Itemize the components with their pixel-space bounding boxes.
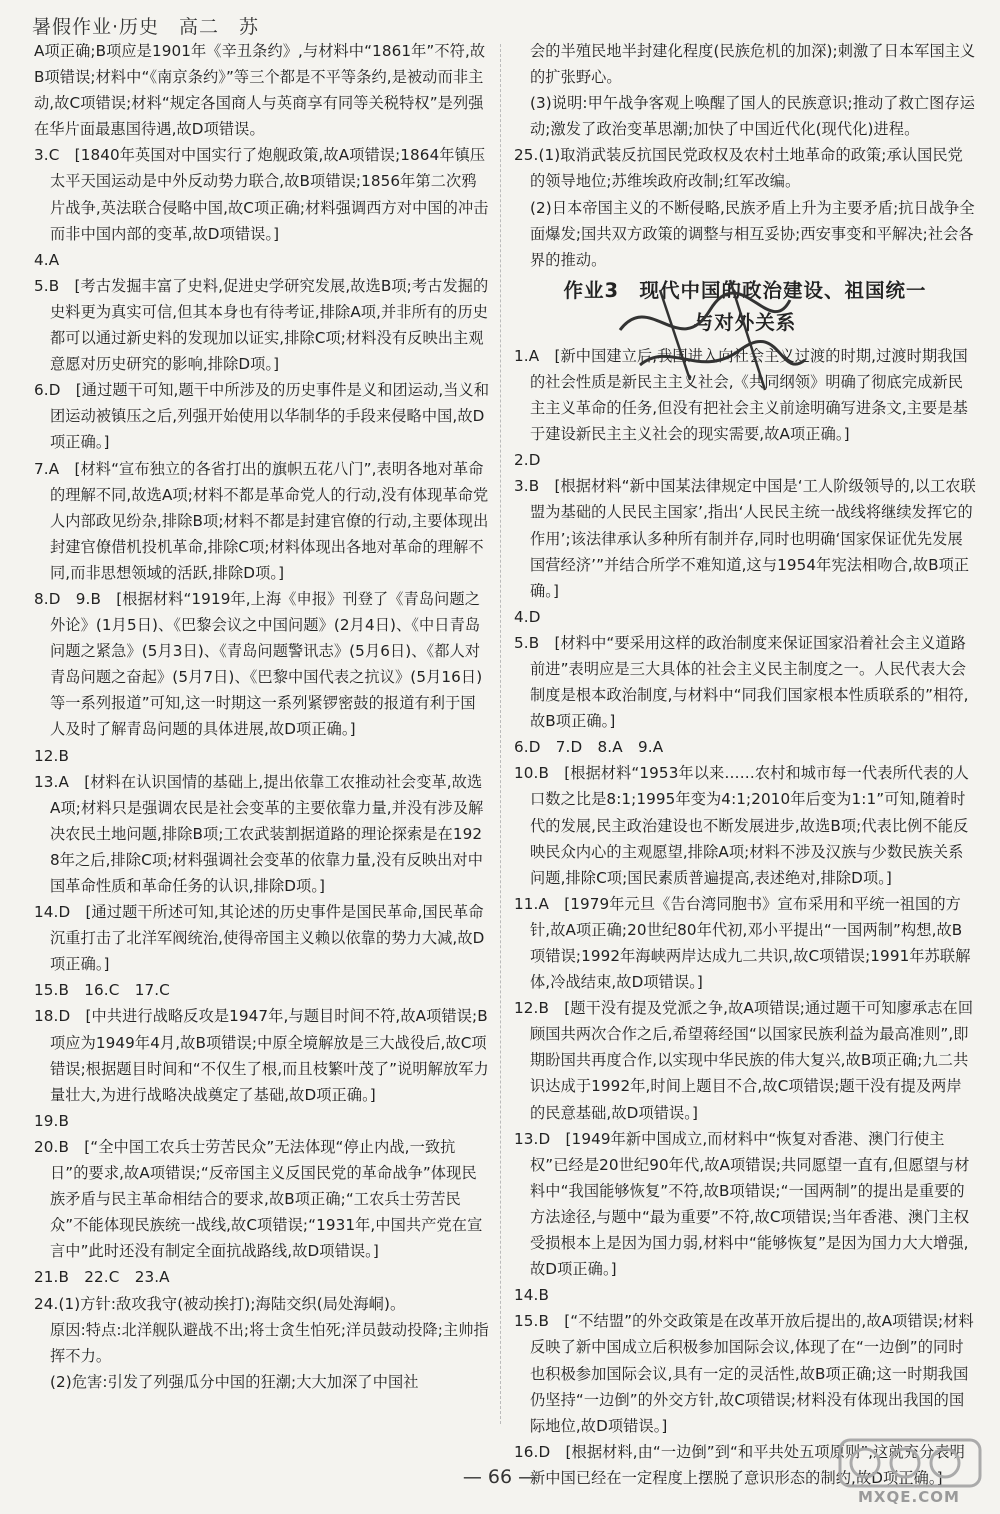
answer-paragraph: 5.B [材料中“要采用这样的政治制度来保证国家沿着社会主义道路前进”表明应是三大具体的社会主义民主制度之一。人民代表大会制度是根本政治制度,与材料中“同我们国家根本性质联系的”相符,故B项正确。] xyxy=(514,633,969,731)
column-divider xyxy=(500,44,501,1424)
answer-paragraph: 原因:特点:北洋舰队避战不出;将士贪生怕死;洋员鼓动投降;主帅指挥不力。 xyxy=(50,1320,489,1365)
answer-paragraph: 16.D [根据材料,由“一边倒”到“和平共处五项原则”,这就充分表明新中国已经在一定程度上摆脱了意识形态的制约,故D项正确。] xyxy=(514,1442,965,1487)
page-number: — 66 — xyxy=(462,1466,538,1488)
answer-paragraph: 会的半殖民地半封建化程度(民族危机的加深);刺激了日本军国主义的扩张野心。 xyxy=(530,42,976,87)
answer-paragraph: 6.D 7.D 8.A 9.A xyxy=(514,738,664,757)
answer-paragraph: 21.B 22.C 23.A xyxy=(34,1268,170,1287)
answer-paragraph: 5.B [考古发掘丰富了史料,促进史学研究发展,故选B项;考古发掘的史料更为真实可信,但其本身也有待考证,排除A项,并非所有的历史都可以通过新史料的发现加以证实,排除C项;材料没有反映出主观意愿对历史研究的影响,排除D项。] xyxy=(34,276,489,374)
answer-paragraph: (3)说明:甲午战争客观上唤醒了国人的民族意识;推动了救亡图存运动;激发了政治变革思潮;加快了中国近代化(现代化)进程。 xyxy=(530,94,976,139)
answer-paragraph: 15.B 16.C 17.C xyxy=(34,981,170,1000)
answer-paragraph: 4.A xyxy=(34,250,60,269)
answer-paragraph: 18.D [中共进行战略反攻是1947年,与题目时间不符,故A项错误;B项应为1949年4月,故B项错误;中原全境解放是三大战役后,故C项错误;根据题目时间和“不仅生了根,而且枝繁叶茂了”说明解放军力量壮大,为进行战略决战奠定了基础,故D项正确。] xyxy=(34,1007,489,1104)
answer-paragraph: 7.A [材料“宣布独立的各省打出的旗帜五花八门”,表明各地对革命的理解不同,故选A项;材料不都是革命党人的行动,没有体现革命党人内部政见纷杂,排除B项;材料不都是封建官僚的行动,主要体现出封建官僚借机投机革命,排除C项;材料体现出各地对革命的理解不同,而非思想领域的活跃,排除D项。] xyxy=(34,459,489,582)
answer-paragraph: 4.D xyxy=(514,607,541,626)
answer-paragraph: 3.C [1840年英国对中国实行了炮舰政策,故A项错误;1864年镇压太平天国运动是中外反动势力联合,故B项错误;1856年第二次鸦片战争,英法联合侵略中国,故C项正确;材料强调西方对中国的冲击而非中国内部的变革,故D项错误。] xyxy=(34,146,489,243)
answer-paragraph: 13.A [材料在认识国情的基础上,提出依靠工农推动社会变革,故选A项;材料只是强调农民是社会变革的主要依靠力量,并没有涉及解决农民土地问题,排除B项;工农武装割据道路的理论探索是在1928年之后,排除C项;材料强调社会变革的依靠力量,没有反映出对中国革命性质和革命任务的认识,排除D项。] xyxy=(34,772,484,895)
answer-paragraph: 6.D [通过题干可知,题干中所涉及的历史事件是义和团运动,当义和团运动被镇压之后,列强开始使用以华制华的手段来侵略中国,故D项正确。] xyxy=(34,381,490,452)
answer-paragraph: 11.A [1979年元旦《告台湾同胞书》宣布采用和平统一祖国的方针,故A项正确;20世纪80年代初,邓小平提出“一国两制”构想,故B项错误;1992年海峡两岸达成九二共识,故C项错误;1991年苏联解体,冷战结束,故D项错误。] xyxy=(514,894,971,992)
section-title-line1: 作业3 现代中国的政治建设、祖国统一 xyxy=(563,278,927,302)
handwritten-scribble xyxy=(590,270,820,400)
answer-paragraph: 15.B [“不结盟”的外交政策是在改革开放后提出的,故A项错误;材料反映了新中国成立后积极参加国际会议,体现了在“一边倒”的同时也积极参加国际会议,具有一定的灵活性,故B项正确;这一时期我国仍坚持“一边倒”的外交方针,故C项错误;材料没有体现出我国的国际地位,故D项错误。] xyxy=(514,1312,974,1435)
answer-paragraph: 14.D [通过题干所述可知,其论述的历史事件是国民革命,国民革命沉重打击了北洋军阀统治,使得帝国主义赖以依靠的势力大减,故D项正确。] xyxy=(34,903,485,974)
answer-paragraph: (2)危害:引发了列强瓜分中国的狂潮;大大加深了中国社 xyxy=(50,1372,419,1391)
answer-paragraph: A项正确;B项应是1901年《辛丑条约》,与材料中“1861年”不符,故B项错误;材料中“《南京条约》”等三个都是不平等条约,是被动而非主动,故C项错误;材料“规定各国商人与英商享有同等关税特权”是列强在华片面最惠国待遇,故D项错误。 xyxy=(34,42,486,139)
right-column-top xyxy=(514,38,976,273)
answer-paragraph: 24.(1)方针:敌攻我守(被动挨打);海陆交织(局处海峒)。 xyxy=(34,1294,406,1313)
answer-paragraph: 14.B xyxy=(514,1286,549,1305)
answer-paragraph: 20.B [“全中国工农兵士劳苦民众”无法体现“停止内战,一致抗日”的要求,故A项错误;“反帝国主义反国民党的革命战争”体现民族矛盾与民主革命相结合的要求,故B项正确;“工农兵士劳苦民众”不能体现民族统一战线,故C项错误;“1931年,中国共产党在宣言中”此时还没有制定全面抗战路线,故D项错误。] xyxy=(34,1137,483,1261)
answer-paragraph: 3.B [根据材料“新中国某法律规定中国是‘工人阶级领导的,以工农联盟为基础的人民民主国家’,指出‘人民民主统一战线将继续发挥它的作用’;该法律承认多种所有制并存,同时也明确‘国家保证优先发展国营经济’”并结合所学不难知道,这与1954年宪法相吻合,故B项正确。] xyxy=(514,477,976,600)
answer-paragraph: 10.B [根据材料“1953年以来……农村和城市每一代表所代表的人口数之比是8:1;1995年变为4:1;2010年后变为1:1”可知,随着时代的发展,民主政治建设也不断发展进步,故选B项;代表比例不能反映民众内心的主观愿望,排除A项;材料不涉及汉族与少数民族关系问题,排除C项;国民素质普遍提高,表述绝对,排除D项。] xyxy=(514,764,969,887)
answer-paragraph: 8.D 9.B [根据材料“1919年,上海《申报》刊登了《青岛问题之外论》(1月5日)、《巴黎会议之中国问题》(2月4日)、《中日青岛问题之紧急》(5月3日)、《青岛问题警讯志》(5月6日)、《都人对青岛问题之奋起》(5月7日)、《巴黎中国代表之抗议》(5月16日)等一系列报道”可知,这一时期这一系列紧锣密鼓的报道有利于国人及时了解青岛问题的具体进展,故D项正确。] xyxy=(34,589,483,739)
answer-paragraph: 19.B xyxy=(34,1111,69,1130)
answer-paragraph: 25.(1)取消武装反抗国民党政权及农村土地革命的政策;承认国民党的领导地位;苏维埃政府改制;红军改编。 xyxy=(514,146,963,191)
section-title-line2: 与对外关系 xyxy=(693,310,797,334)
left-column xyxy=(34,38,490,1395)
answer-paragraph: 12.B [题干没有提及党派之争,故A项错误;通过题干可知廖承志在回顾国共两次合作之后,希望蒋经国“以国家民族利益为最高准则”,即期盼国共再度合作,以实现中华民族的伟大复兴,故B项正确;九二共识达成于1992年,时间上题目不合,故C项错误;题干没有提及两岸的民意基础,故D项错误。] xyxy=(514,999,974,1122)
answer-paragraph: 13.D [1949年新中国成立,而材料中“恢复对香港、澳门行使主权”已经是20世纪90年代,故A项错误;共同愿望一直有,但愿望与材料中“我国能够恢复”不符,故B项错误;“一国两制”的提出是重要的方法途径,与题中“最为重要”不符,故C项错误;当年香港、澳门主权受损根本上是因为国力弱,材料中“能够恢复”是因为国力大大增强,故D项正确。] xyxy=(514,1129,970,1279)
answer-paragraph: 1.A [新中国建立后,我国进入向社会主义过渡的时期,过渡时期我国的社会性质是新民主主义社会,《共同纲领》明确了彻底完成新民主主义革命的任务,但没有把社会主义前途明确写进条文,主要是基于建设新民主主义社会的现实需要,故A项正确。] xyxy=(514,346,968,444)
right-column xyxy=(514,38,976,1491)
answer-paragraph: 2.D xyxy=(514,451,541,470)
answer-paragraph: (2)日本帝国主义的不断侵略,民族矛盾上升为主要矛盾;抗日战争全面爆发;国共双方政策的调整与相互妥协;西安事变和平解决;社会各界的推动。 xyxy=(530,198,975,269)
watermark-text: MXQE.COM xyxy=(858,1488,960,1506)
answer-paragraph: 12.B xyxy=(34,746,69,765)
page-header: 暑假作业·历史 高二 苏 xyxy=(32,16,260,38)
right-column-bottom xyxy=(514,343,976,1491)
